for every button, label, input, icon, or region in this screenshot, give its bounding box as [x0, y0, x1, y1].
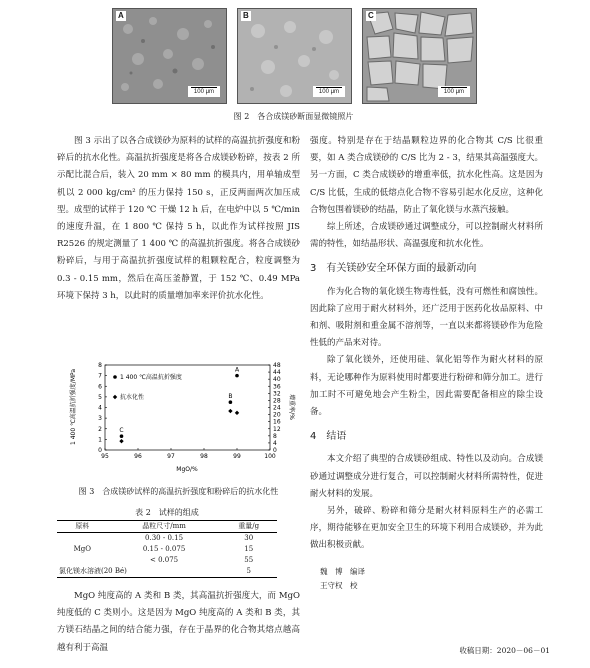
right-paragraph-2: 综上所述，合成镁砂通过调整成分，可以控制耐火材料所需的特性，如结晶形状、高温强度和抗水化性。	[310, 222, 543, 250]
left-paragraph-2: MgO 纯度高的 A 类和 B 类，其高温抗折强度大，而 MgO 纯度低的 C 类则小。这是因为 MgO 纯度高的 A 类和 B 类，其方镁石结晶之间的结合能力强，存在于晶界的化合物其熔点越高越有利于高温	[57, 591, 300, 653]
x-tick-label: 100	[264, 453, 276, 460]
table-cell: 30	[244, 534, 254, 542]
scale-bar-b: 100 μm	[313, 86, 345, 97]
figure3-chart	[57, 355, 300, 475]
right-paragraph-3: 作为化合物的氧化镁生物毒性低，没有可燃性和腐蚀性。因此除了应用于耐火材料外，还广泛用于医药化妆品原料、中和剂、吸附剂和重金属不溶剂等，一直以来都将镁砂作为危险性低的产品来对待。	[310, 286, 543, 349]
table2-header-material: 原料	[75, 522, 90, 530]
table-cell: 5	[220, 566, 277, 578]
panel-label-b: B	[243, 11, 249, 20]
y2-tick-label: 28	[273, 397, 281, 405]
point-label: C	[119, 427, 124, 435]
y-tick-label: 0	[98, 447, 102, 454]
y2-tick-label: 48	[273, 362, 281, 369]
section4-title: 结语	[326, 431, 347, 443]
editor-line: 魏 博 编译	[320, 566, 365, 576]
scale-bar-c: 100 μm	[438, 86, 470, 97]
table-cell: 0.15 - 0.075	[142, 545, 186, 553]
y-tick-label: 3	[98, 415, 102, 423]
figure2-caption: 图 2 各合成镁砂断面显微镜照片	[233, 112, 354, 121]
table2	[57, 520, 277, 578]
point-label: B	[228, 393, 233, 401]
section3-heading	[310, 260, 543, 277]
data-point	[120, 434, 124, 438]
x-axis-label: MgO/%	[176, 466, 198, 473]
left-column-bottom	[57, 588, 300, 657]
right-paragraph-1: 强度。特别是存在于结晶颗粒边界的化合物其 C/S 比很重要，如 A 类合成镁砂的 C/S 比为 2 - 3，结果其高温强度大。另一方面，C 类合成镁砂的增重率低，抗水化性高。这是因为 C/S 比低，生成的低熔点化合物不容易引起水化反应，这种化合物包围着镁砂的结晶，防止了氧化镁与水蒸汽接触。	[310, 136, 543, 215]
micrograph-a	[112, 8, 227, 104]
y-tick-label: 8	[98, 362, 102, 369]
y-tick-label: 4	[98, 404, 102, 412]
legend-label: 1 400 ℃高温抗折强度	[120, 374, 182, 381]
y-tick-label: 7	[98, 372, 102, 380]
legend-label: 抗水化性	[120, 394, 145, 401]
left-column	[57, 133, 300, 305]
right-column	[310, 133, 543, 593]
table2-header-weight: 重量/g	[238, 522, 260, 530]
y2-tick-label: 32	[273, 390, 281, 398]
scale-bar-a: 100 μm	[188, 86, 220, 97]
table-row	[57, 533, 277, 545]
y2-tick-label: 44	[273, 369, 281, 377]
figure3-caption: 图 3 合成镁砂试样的高温抗折强度和粉碎后的抗水化性	[78, 487, 279, 496]
micrograph-c	[362, 8, 477, 104]
y2-tick-label: 36	[273, 383, 281, 391]
table-cell-material: MgO	[73, 545, 91, 553]
point-label: A	[234, 366, 240, 374]
table-cell: 15	[244, 545, 254, 553]
y-tick-label: 5	[98, 393, 102, 401]
y2-tick-label: 24	[273, 404, 281, 412]
received-date: 收稿日期：2020－06－01	[459, 646, 550, 655]
data-point	[229, 400, 233, 404]
table-row	[57, 544, 277, 555]
table2-header-size: 晶粒尺寸/mm	[142, 522, 186, 530]
legend-marker	[113, 395, 117, 399]
section3-title: 有关镁砂安全环保方面的最新动向	[326, 263, 477, 275]
y-tick-label: 2	[98, 425, 102, 433]
y-tick-label: 6	[98, 383, 102, 391]
x-tick-label: 95	[101, 453, 109, 460]
data-point	[228, 409, 232, 413]
y2-tick-label: 4	[273, 439, 277, 447]
data-point	[235, 374, 239, 378]
section3-number: 3	[310, 263, 317, 275]
table-cell: 55	[244, 556, 254, 564]
x-tick-label: 99	[233, 453, 241, 460]
x-tick-label: 96	[134, 453, 142, 460]
right-paragraph-6: 另外，破碎、粉碎和筛分是耐火材料原料生产的必需工序，期待能够在更加安全卫生的环境下利用合成镁砂，并为此做出积极贡献。	[310, 506, 543, 551]
x-tick-label: 98	[200, 453, 208, 460]
panel-label-c: C	[368, 11, 374, 20]
left-paragraph-1: 图 3 示出了以各合成镁砂为原料的试样的高温抗折强度和粉碎后的抗水化性。高温抗折强度是将各合成镁砂粉碎，按表 2 所示配比混合后，装入 20 mm × 80 mm 的模具内，用单轴成型机以 2 000 kg/cm² 的压力保持 150 s，正反两面两次加压成型。成型的试样于 120 ℃ 干燥 12 h 后，在电炉中以 5 ℃/min 的速度升温，在 1 800 ℃ 保持 5 h，以此作为试样按照 JIS R2526 的规定测量了 1 400 ℃ 的高温抗折强度。将各合成镁砂粉碎后，与用于高温抗折强度试样的粗颗粒配合，粒度调整为 0.3 - 0.15 mm，然后在高压釜静置，于 152 ℃、0.49 MPa 环境下保持 3 h，以此时的质量增加率来评价抗水化性。	[57, 136, 300, 301]
data-point	[119, 439, 123, 443]
table-cell-binder: 氯化镁水溶液(20 Bé)	[57, 566, 220, 578]
y2-tick-label: 8	[273, 432, 277, 440]
reviewer-line: 王守权 校	[320, 580, 358, 590]
table-cell: < 0.075	[149, 556, 179, 564]
y2-tick-label: 20	[273, 411, 281, 419]
y2-tick-label: 12	[273, 425, 281, 433]
y-axis-label: 1 400 ℃高温抗折强度/MPa	[70, 368, 77, 446]
panel-label-a: A	[118, 11, 124, 20]
right-paragraph-4: 除了氧化镁外，还使用硅、氧化铝等作为耐火材料的原料，无论哪种作为原料使用时都要进行粉碎和筛分加工。进行加工时不可避免地会产生粉尘，因此需要配备相应的除尘设备。	[310, 355, 543, 418]
y-tick-label: 1	[98, 436, 102, 444]
legend-marker	[113, 375, 117, 379]
y2-tick-label: 0	[273, 447, 277, 454]
data-point	[235, 411, 239, 415]
y2-tick-label: 16	[273, 418, 281, 426]
right-paragraph-5: 本文介绍了典型的合成镁砂组成、特性以及动向。合成镁砂通过调整成分进行复合，可以控制耐火材料所需特性，促进耐火材料的发展。	[310, 454, 543, 499]
x-tick-label: 97	[167, 453, 175, 460]
section4-heading	[310, 428, 543, 445]
table-row	[57, 555, 277, 566]
table-cell: 0.30 - 0.15	[145, 534, 184, 542]
table2-title: 表 2 试样的组成	[135, 508, 199, 517]
section4-number: 4	[310, 431, 317, 443]
y2-axis-label: 增重率/%	[288, 394, 295, 420]
micrograph-b	[237, 8, 352, 104]
y2-tick-label: 40	[273, 376, 281, 384]
table-row	[57, 566, 277, 578]
